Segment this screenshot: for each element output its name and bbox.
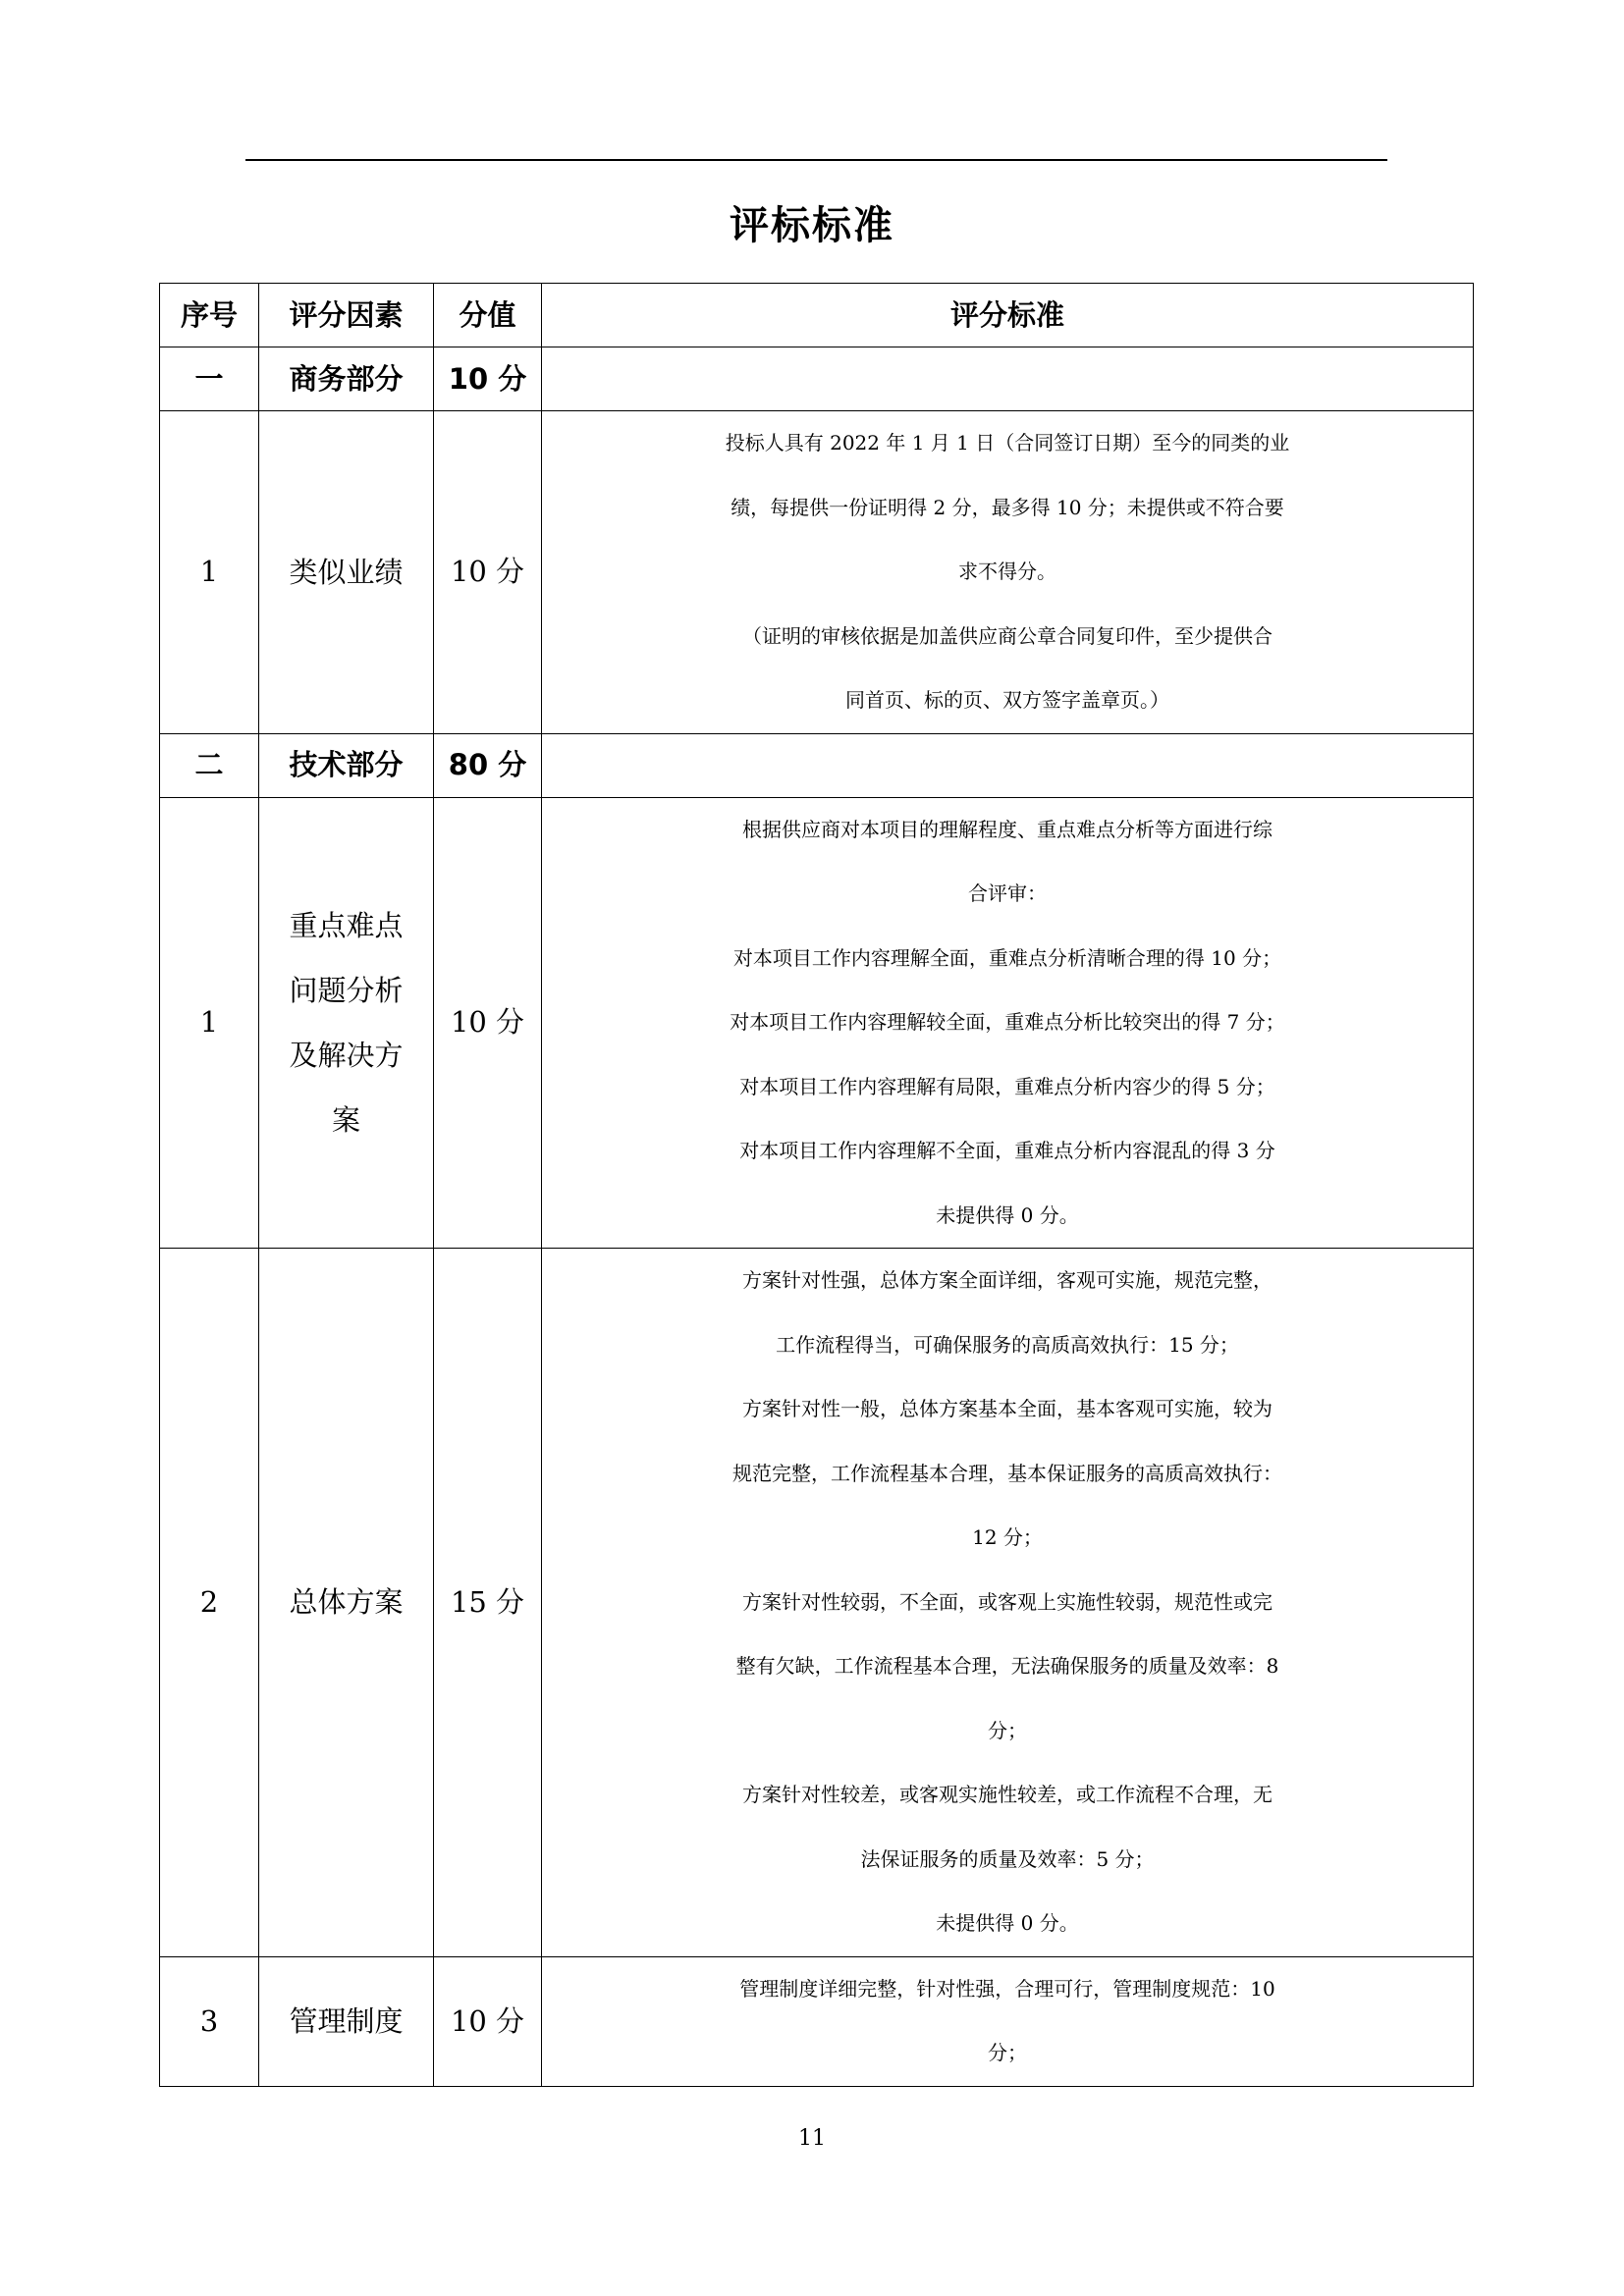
criteria-line: 合评审： [968,881,1047,905]
factor-line: 及解决方 [289,1038,404,1072]
table-body [160,347,1474,2087]
section-title: 商务部分 [259,347,434,411]
criteria-line: 分； [988,1718,1027,1742]
item-factor [259,1956,434,2086]
table-header-row [160,284,1474,347]
item-factor [259,1249,434,1957]
scoring-table [159,283,1474,2087]
section-number: 一 [160,347,259,411]
header-criteria: 评分标准 [542,284,1474,347]
section-number: 二 [160,733,259,797]
section-criteria-empty [542,347,1474,411]
table-row [160,797,1474,1249]
criteria-line: 未提供得 0 分。 [936,1202,1079,1227]
criteria-line: 对本项目工作内容理解不全面，重难点分析内容混乱的得 3 分 [739,1139,1275,1162]
criteria-line: 对本项目工作内容理解有局限，重难点分析内容少的得 5 分； [739,1074,1275,1098]
section-row [160,733,1474,797]
item-factor [259,411,434,734]
item-number: 1 [160,797,259,1249]
item-number: 2 [160,1249,259,1957]
criteria-line: 同首页、标的页、双方签字盖章页。） [845,688,1169,712]
table-row [160,411,1474,734]
criteria-line: 未提供得 0 分。 [936,1911,1079,1935]
criteria-line: 法保证服务的质量及效率：5 分； [860,1846,1155,1871]
section-score: 10 分 [434,347,542,411]
header-rule [245,159,1387,161]
criteria-line: 方案针对性较差，或客观实施性较差，或工作流程不合理，无 [742,1783,1272,1806]
item-criteria [542,797,1474,1249]
criteria-line: 对本项目工作内容理解较全面，重难点分析比较突出的得 7 分； [730,1010,1285,1034]
criteria-line: 绩，每提供一份证明得 2 分，最多得 10 分；未提供或不符合要 [731,495,1284,519]
section-title: 技术部分 [259,733,434,797]
item-number: 1 [160,411,259,734]
criteria-line: 方案针对性强，总体方案全面详细，客观可实施，规范完整， [742,1268,1272,1292]
factor-line: 总体方案 [289,1585,404,1620]
criteria-line: 分； [988,2041,1027,2064]
criteria-line: 整有欠缺，工作流程基本合理，无法确保服务的质量及效率：8 [735,1654,1279,1678]
section-score: 80 分 [434,733,542,797]
item-criteria [542,411,1474,734]
section-criteria-empty [542,733,1474,797]
criteria-line: 方案针对性较弱，不全面，或客观上实施性较弱，规范性或完 [742,1589,1272,1614]
item-criteria [542,1956,1474,2086]
item-score: 15 分 [434,1249,542,1957]
factor-line: 案 [331,1102,360,1137]
factor-line: 重点难点 [289,908,404,942]
table-row [160,1249,1474,1957]
page-title: 评标标准 [730,203,894,248]
header-no: 序号 [160,284,259,347]
page-number: 11 [798,2126,826,2151]
factor-line: 类似业绩 [289,555,404,589]
criteria-line: 根据供应商对本项目的理解程度、重点难点分析等方面进行综 [742,817,1272,841]
factor-line: 问题分析 [289,973,404,1007]
item-criteria [542,1249,1474,1957]
criteria-line: 12 分； [972,1525,1043,1549]
criteria-line: 投标人具有 2022 年 1 月 1 日（合同签订日期）至今的同类的业 [725,431,1290,454]
header-factor: 评分因素 [259,284,434,347]
table-row [160,1956,1474,2086]
factor-line: 管理制度 [289,2004,404,2038]
criteria-line: 对本项目工作内容理解全面，重难点分析清晰合理的得 10 分； [732,945,1282,970]
item-score: 10 分 [434,411,542,734]
criteria-line: 方案针对性一般，总体方案基本全面，基本客观可实施，较为 [742,1397,1272,1420]
item-score: 10 分 [434,797,542,1249]
item-factor [259,797,434,1249]
item-score: 10 分 [434,1956,542,2086]
criteria-line: 规范完整，工作流程基本合理，基本保证服务的高质高效执行： [732,1461,1282,1485]
criteria-line: （证明的审核依据是加盖供应商公章合同复印件，至少提供合 [742,623,1272,648]
section-row [160,347,1474,411]
item-number: 3 [160,1956,259,2086]
criteria-line: 求不得分。 [958,560,1056,583]
header-score: 分值 [434,284,542,347]
criteria-line: 工作流程得当，可确保服务的高质高效执行：15 分； [776,1332,1239,1357]
criteria-line: 管理制度详细完整，针对性强，合理可行，管理制度规范：10 [739,1976,1275,2001]
